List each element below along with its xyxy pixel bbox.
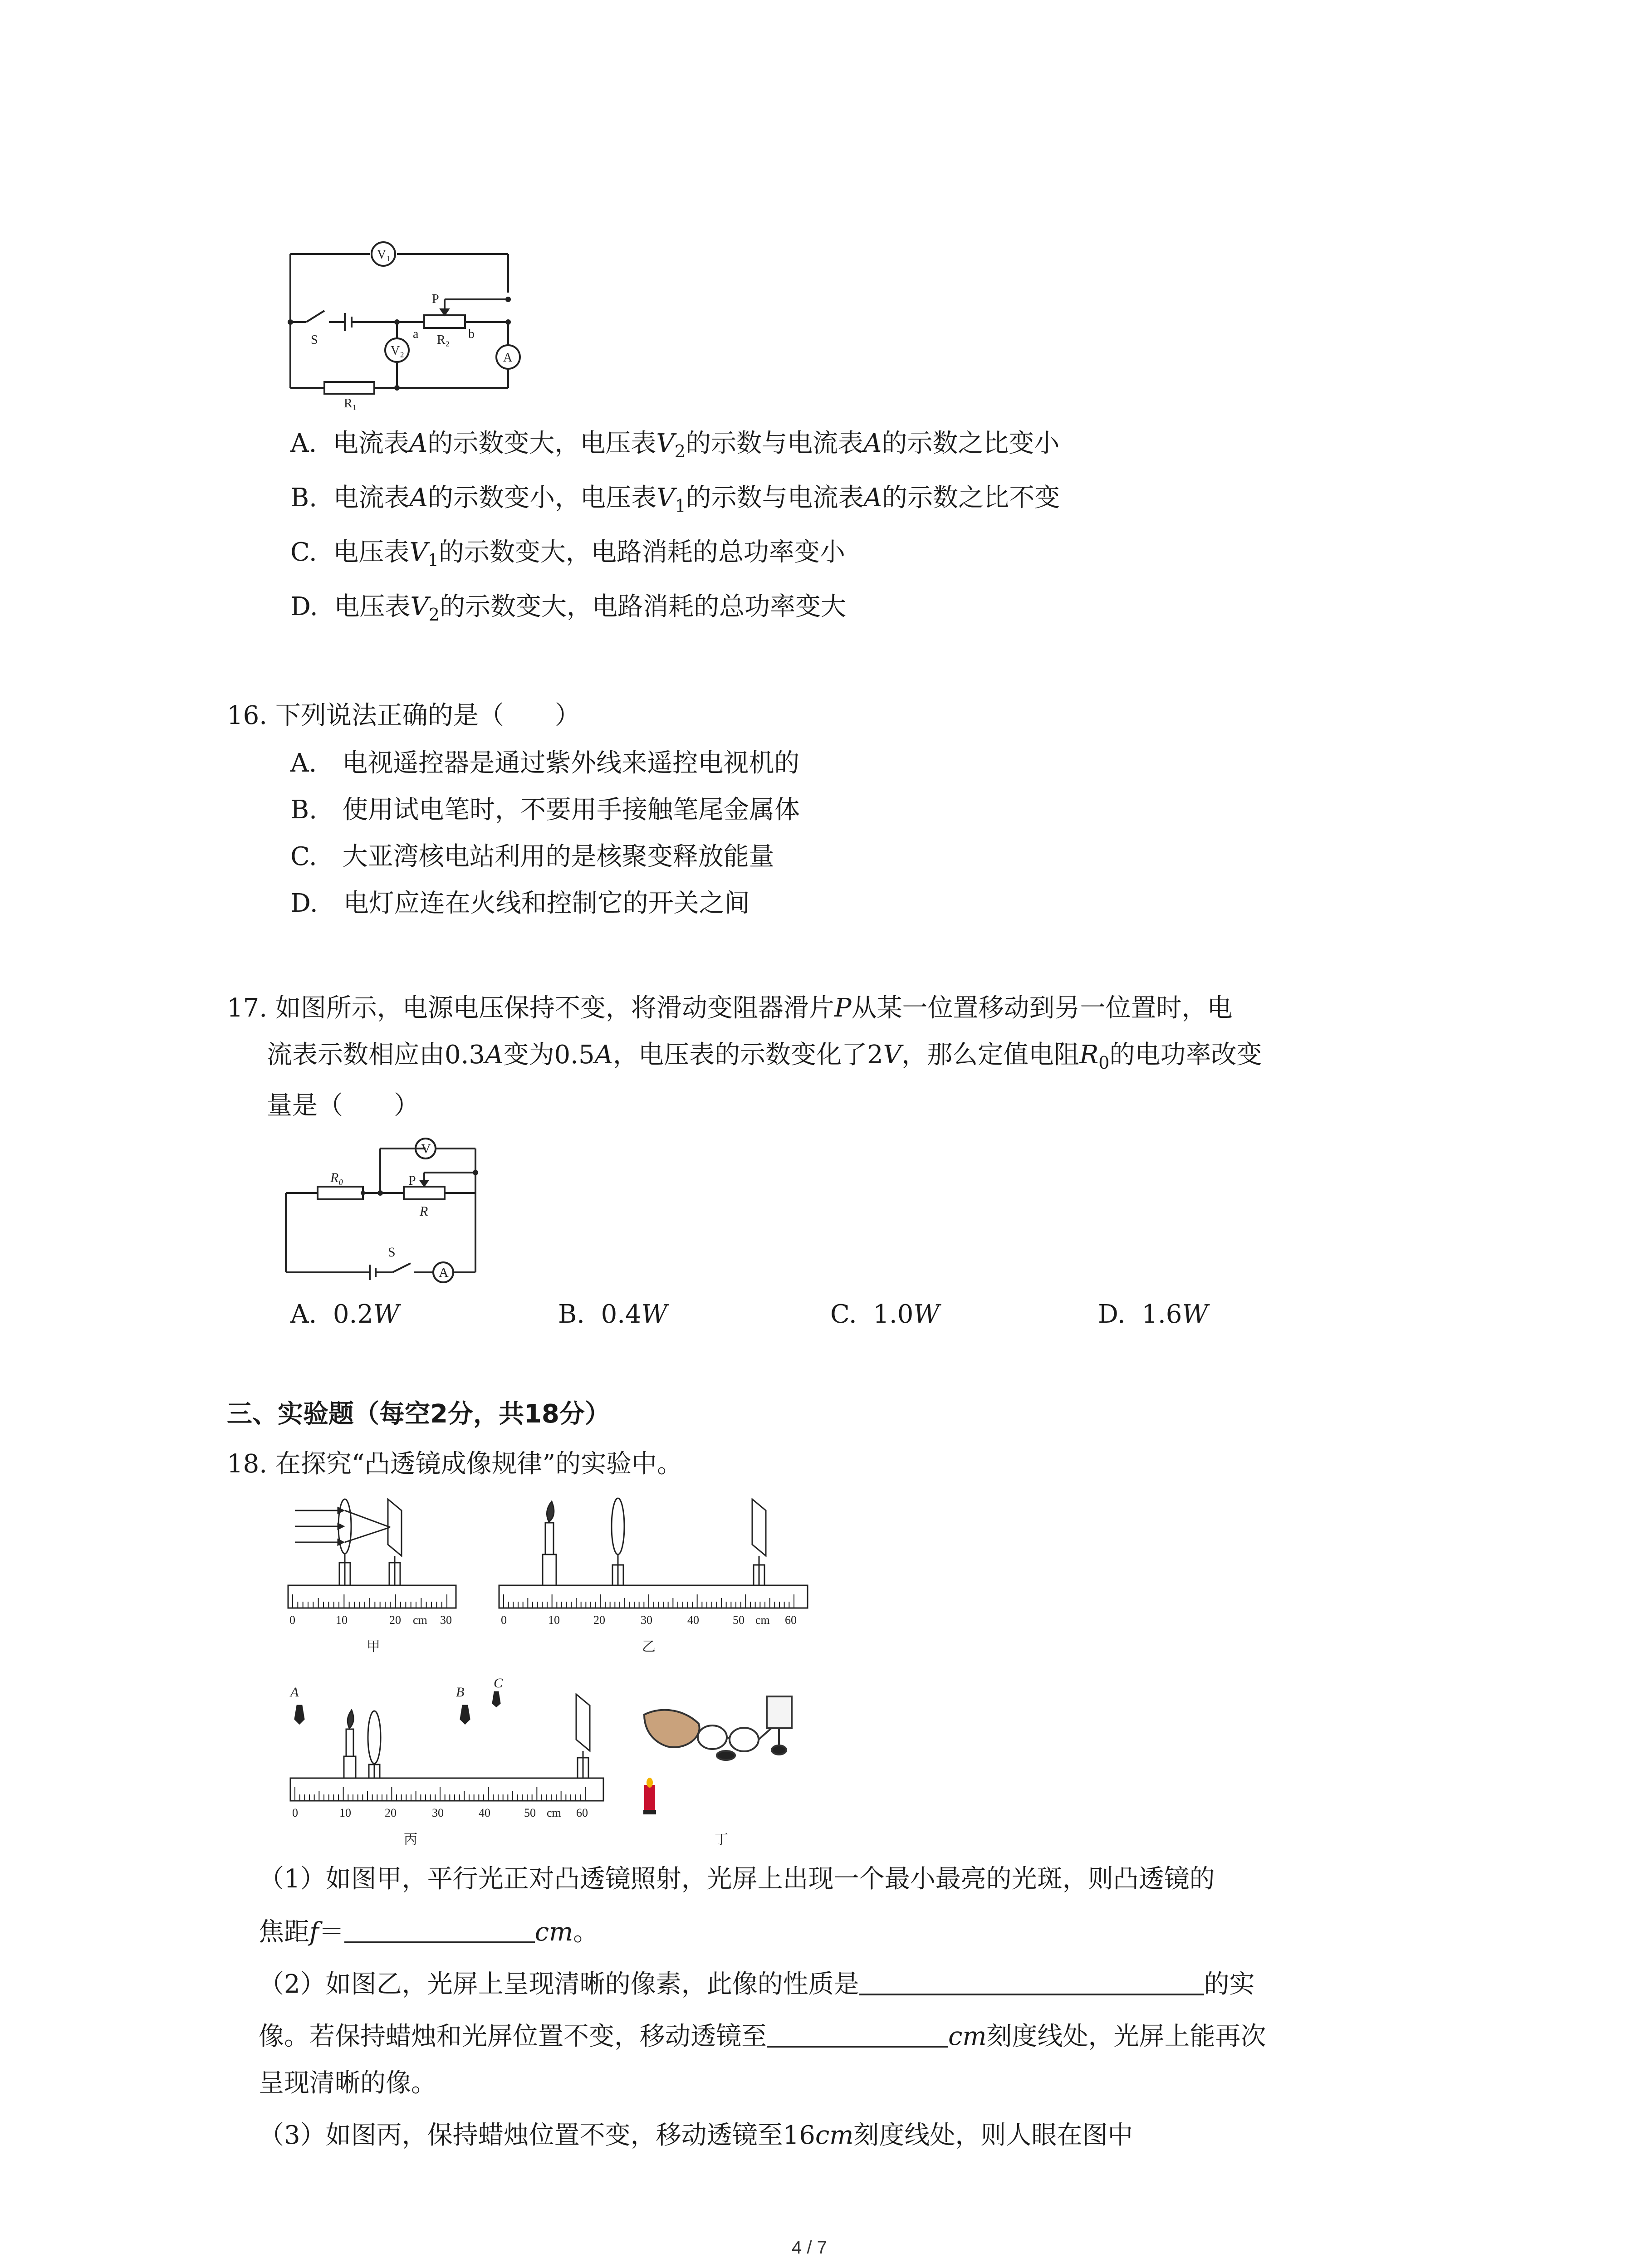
section-title: 三、实验题（每空2分，共18分） bbox=[227, 1399, 610, 1429]
svg-text:40: 40 bbox=[687, 1613, 699, 1627]
q18-part2-line2: 像。若保持蜡烛和光屏位置不变，移动透镜至 cm刻度线处，光屏上能再次 bbox=[259, 2022, 1266, 2051]
q18-part2-line1: （2）如图乙，光屏上呈现清晰的像素，此像的性质是 的实 bbox=[259, 1970, 1255, 1999]
q15-option-a[interactable]: A. 电流表A的示数变大，电压表$V_2$的示数与电流表A的示数之比变小 bbox=[290, 429, 1060, 462]
q15-option-b[interactable]: B. 电流表A的示数变小，电压表$V_1$的示数与电流表A的示数之比不变 bbox=[290, 483, 1060, 516]
svg-text:0: 0 bbox=[289, 1613, 295, 1627]
label-yi: 乙 bbox=[642, 1639, 656, 1654]
q16-option-c[interactable]: C. 大亚湾核电站利用的是核聚变释放能量 bbox=[290, 842, 774, 871]
q18-part1-line2: 焦距f＝ cm。 bbox=[259, 1917, 599, 1947]
svg-text:60: 60 bbox=[785, 1613, 797, 1627]
label-v1: V₁ bbox=[377, 248, 391, 262]
label-s: S bbox=[311, 333, 318, 347]
q18-part1-line1: （1）如图甲，平行光正对凸透镜照射，光屏上出现一个最小最亮的光斑，则凸透镜的 bbox=[259, 1864, 1215, 1894]
label-r1: R₁ bbox=[344, 396, 357, 411]
svg-text:10: 10 bbox=[336, 1613, 348, 1627]
svg-text:C: C bbox=[494, 1678, 503, 1691]
q16-option-d[interactable]: D. 电灯应连在火线和控制它的开关之间 bbox=[290, 889, 750, 918]
ruler-ticks bbox=[295, 1787, 585, 1801]
q15-circuit-diagram bbox=[281, 227, 535, 417]
svg-text:50: 50 bbox=[524, 1806, 536, 1819]
svg-text:30: 30 bbox=[641, 1613, 652, 1627]
label-v: V bbox=[421, 1141, 431, 1156]
label-r0: R₀ bbox=[330, 1170, 343, 1185]
q16-option-a[interactable]: A. 电视遥控器是通过紫外线来遥控电视机的 bbox=[290, 748, 800, 778]
q17-option-b[interactable]: B. 0.4W bbox=[558, 1300, 668, 1329]
svg-text:10: 10 bbox=[339, 1806, 351, 1819]
svg-text:20: 20 bbox=[385, 1806, 397, 1819]
label-b-end: b bbox=[468, 327, 475, 341]
q17-option-c[interactable]: C. 1.0W bbox=[830, 1300, 940, 1329]
label-a-end: a bbox=[413, 327, 419, 341]
svg-text:20: 20 bbox=[389, 1613, 401, 1627]
q17-stem-line1: 17. 如图所示，电源电压保持不变，将滑动变阻器滑片P从某一位置移动到另一位置时，电 bbox=[227, 993, 1233, 1023]
svg-text:30: 30 bbox=[440, 1613, 452, 1627]
q17-stem-line3: 量是（ ） bbox=[267, 1091, 419, 1120]
q16-stem: 16. 下列说法正确的是（ ） bbox=[227, 701, 580, 730]
q17-option-a[interactable]: A. 0.2W bbox=[290, 1300, 400, 1329]
svg-text:50: 50 bbox=[733, 1613, 745, 1627]
label-jia: 甲 bbox=[367, 1639, 380, 1654]
svg-text:40: 40 bbox=[479, 1806, 490, 1819]
answer-blank-focal[interactable] bbox=[344, 1919, 535, 1943]
label-r: R bbox=[420, 1204, 428, 1219]
q18-part3-line1: （3）如图丙，保持蜡烛位置不变，移动透镜至16cm刻度线处，则人眼在图中 bbox=[259, 2121, 1133, 2150]
svg-text:A: A bbox=[290, 1685, 299, 1700]
q17-option-d[interactable]: D. 1.6W bbox=[1098, 1300, 1208, 1329]
label-s: S bbox=[388, 1245, 396, 1260]
label-a: A bbox=[503, 351, 513, 365]
q16-option-b[interactable]: B. 使用试电笔时，不要用手接触笔尾金属体 bbox=[290, 795, 800, 825]
q18-stem: 18. 在探究“凸透镜成像规律”的实验中。 bbox=[227, 1449, 683, 1479]
svg-text:30: 30 bbox=[432, 1806, 444, 1819]
q15-option-c[interactable]: C. 电压表$V_1$的示数变大，电路消耗的总功率变小 bbox=[290, 538, 845, 571]
ruler-ticks bbox=[504, 1594, 794, 1608]
label-r2: R₂ bbox=[437, 333, 450, 347]
q17-stem-line2: 流表示数相应由0.3A变为0.5A，电压表的示数变化了2V，那么定值电阻$R_0$的电功率改变 bbox=[267, 1040, 1262, 1073]
page-number: 4 / 7 bbox=[792, 2238, 827, 2258]
label-p: P bbox=[408, 1173, 416, 1188]
answer-blank-lens-position[interactable] bbox=[767, 2023, 948, 2048]
svg-text:60: 60 bbox=[576, 1806, 588, 1819]
q17-circuit-diagram bbox=[272, 1134, 490, 1284]
ruler-ticks bbox=[293, 1594, 447, 1608]
label-ding: 丁 bbox=[715, 1832, 728, 1847]
svg-text:cm: cm bbox=[755, 1613, 770, 1627]
label-v2: V₂ bbox=[391, 344, 404, 358]
q18-figure-ding bbox=[635, 1687, 798, 1837]
svg-text:0: 0 bbox=[292, 1806, 298, 1819]
svg-text:B: B bbox=[456, 1685, 465, 1700]
svg-text:0: 0 bbox=[501, 1613, 507, 1627]
label-p: P bbox=[432, 292, 439, 306]
svg-text:10: 10 bbox=[548, 1613, 560, 1627]
q15-option-d[interactable]: D. 电压表$V_2$的示数变大，电路消耗的总功率变大 bbox=[290, 592, 846, 625]
svg-text:cm: cm bbox=[413, 1613, 427, 1627]
label-a: A bbox=[439, 1265, 449, 1280]
q18-part2-line3: 呈现清晰的像。 bbox=[259, 2068, 436, 2098]
answer-blank-image-nature[interactable] bbox=[859, 1971, 1204, 1995]
label-bing: 丙 bbox=[404, 1832, 417, 1847]
q18-figure-bing bbox=[281, 1678, 608, 1851]
svg-text:cm: cm bbox=[547, 1806, 561, 1819]
svg-text:20: 20 bbox=[593, 1613, 605, 1627]
